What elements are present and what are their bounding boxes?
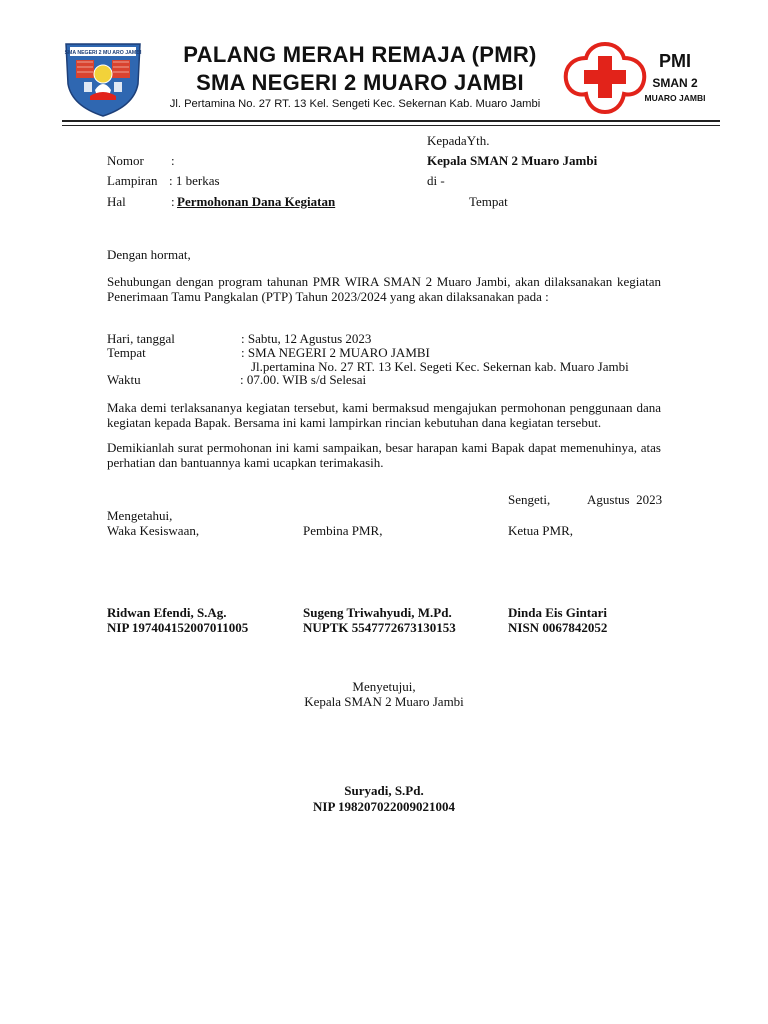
lampiran-label: Lampiran bbox=[107, 173, 158, 188]
sig2-id: NUPTK 5547772673130153 bbox=[303, 620, 456, 635]
header-divider bbox=[62, 120, 720, 122]
pmi-logo-sub2: MUARO JAMBI bbox=[644, 93, 706, 103]
letterhead bbox=[0, 0, 768, 130]
approve-id: NIP 198207022009021004 bbox=[313, 799, 455, 814]
detail-hari-label: Hari, tanggal bbox=[107, 331, 175, 346]
sig3-id: NISN 0067842052 bbox=[508, 620, 608, 635]
tempat-label: Tempat bbox=[469, 194, 508, 209]
detail-tempat-value: : SMA NEGERI 2 MUARO JAMBI bbox=[241, 345, 430, 360]
paragraph-1: Sehubungan dengan program tahunan PMR WIRA SMAN 2 Muaro Jambi, akan dilaksanakan kegiatan Penerimaan Tamu Pangkalan (PTP) Tahun 2023/2024 yang akan dilaksanakan pada : bbox=[107, 274, 661, 304]
kepada-label: KepadaYth. bbox=[427, 133, 490, 148]
nomor-value: : bbox=[171, 153, 175, 168]
sig2-name: Sugeng Triwahyudi, M.Pd. bbox=[303, 605, 452, 620]
detail-waktu-label: Waktu bbox=[107, 372, 141, 387]
lampiran-value: : 1 berkas bbox=[169, 173, 220, 188]
di-label: di - bbox=[427, 173, 445, 188]
detail-waktu-value: : 07.00. WIB s/d Selesai bbox=[240, 372, 367, 387]
pmi-logo bbox=[560, 38, 650, 116]
approve-name: Suryadi, S.Pd. bbox=[344, 783, 424, 798]
svg-text:SMA NEGERI 2 MU ARO JAMBI: SMA NEGERI 2 MU ARO JAMBI bbox=[64, 50, 142, 56]
school-address: Jl. Pertamina No. 27 RT. 13 Kel. Sengeti Kec. Sekernan Kab. Muaro Jambi bbox=[169, 98, 541, 110]
paragraph-3: Demikianlah surat permohonan ini kami sampaikan, besar harapan kami Bapak dapat memenuhinya, atas perhatian dan bantuannya kami ucapkan terimakasih. bbox=[107, 440, 661, 470]
nomor-label: Nomor bbox=[107, 153, 144, 168]
date-place: Sengeti, bbox=[508, 492, 551, 507]
sig3-role: Ketua PMR, bbox=[508, 523, 573, 538]
approve-role: Kepala SMAN 2 Muaro Jambi bbox=[304, 694, 464, 709]
paragraph-2: Maka demi terlaksananya kegiatan tersebut, kami bermaksud mengajukan permohonan penggunaan dana kegiatan kepada Bapak. Bersama ini kami lampirkan rincian kebutuhan dana kegiatan tersebut. bbox=[107, 400, 661, 430]
header-divider-thin bbox=[62, 125, 720, 126]
approve-label: Menyetujui, bbox=[352, 679, 416, 694]
date-month: Agustus 2023 bbox=[587, 492, 663, 507]
detail-hari-value: : Sabtu, 12 Agustus 2023 bbox=[241, 331, 372, 346]
hal-colon: : bbox=[171, 194, 175, 209]
pmi-logo-title: PMI bbox=[658, 51, 691, 71]
sig3-name: Dinda Eis Gintari bbox=[508, 605, 607, 620]
recipient: Kepala SMAN 2 Muaro Jambi bbox=[427, 153, 598, 168]
greeting: Dengan hormat, bbox=[107, 247, 191, 262]
org-title: PALANG MERAH REMAJA (PMR) bbox=[183, 42, 537, 67]
sig1-name: Ridwan Efendi, S.Ag. bbox=[107, 605, 227, 620]
detail-tempat-label: Tempat bbox=[107, 345, 146, 360]
sig1-role: Waka Kesiswaan, bbox=[107, 523, 200, 538]
school-title: SMA NEGERI 2 MUARO JAMBI bbox=[196, 70, 524, 95]
hal-label: Hal bbox=[107, 194, 126, 209]
detail-tempat-address: Jl.pertamina No. 27 RT. 13 Kel. Segeti Kec. Sekernan kab. Muaro Jambi bbox=[251, 359, 629, 374]
pmi-logo-sub1: SMAN 2 bbox=[652, 76, 698, 90]
sig2-role: Pembina PMR, bbox=[303, 523, 383, 538]
school-logo bbox=[62, 38, 144, 118]
hal-value: Permohonan Dana Kegiatan bbox=[177, 194, 336, 209]
sig1-id: NIP 197404152007011005 bbox=[107, 620, 249, 635]
mengetahui-label: Mengetahui, bbox=[107, 508, 173, 523]
